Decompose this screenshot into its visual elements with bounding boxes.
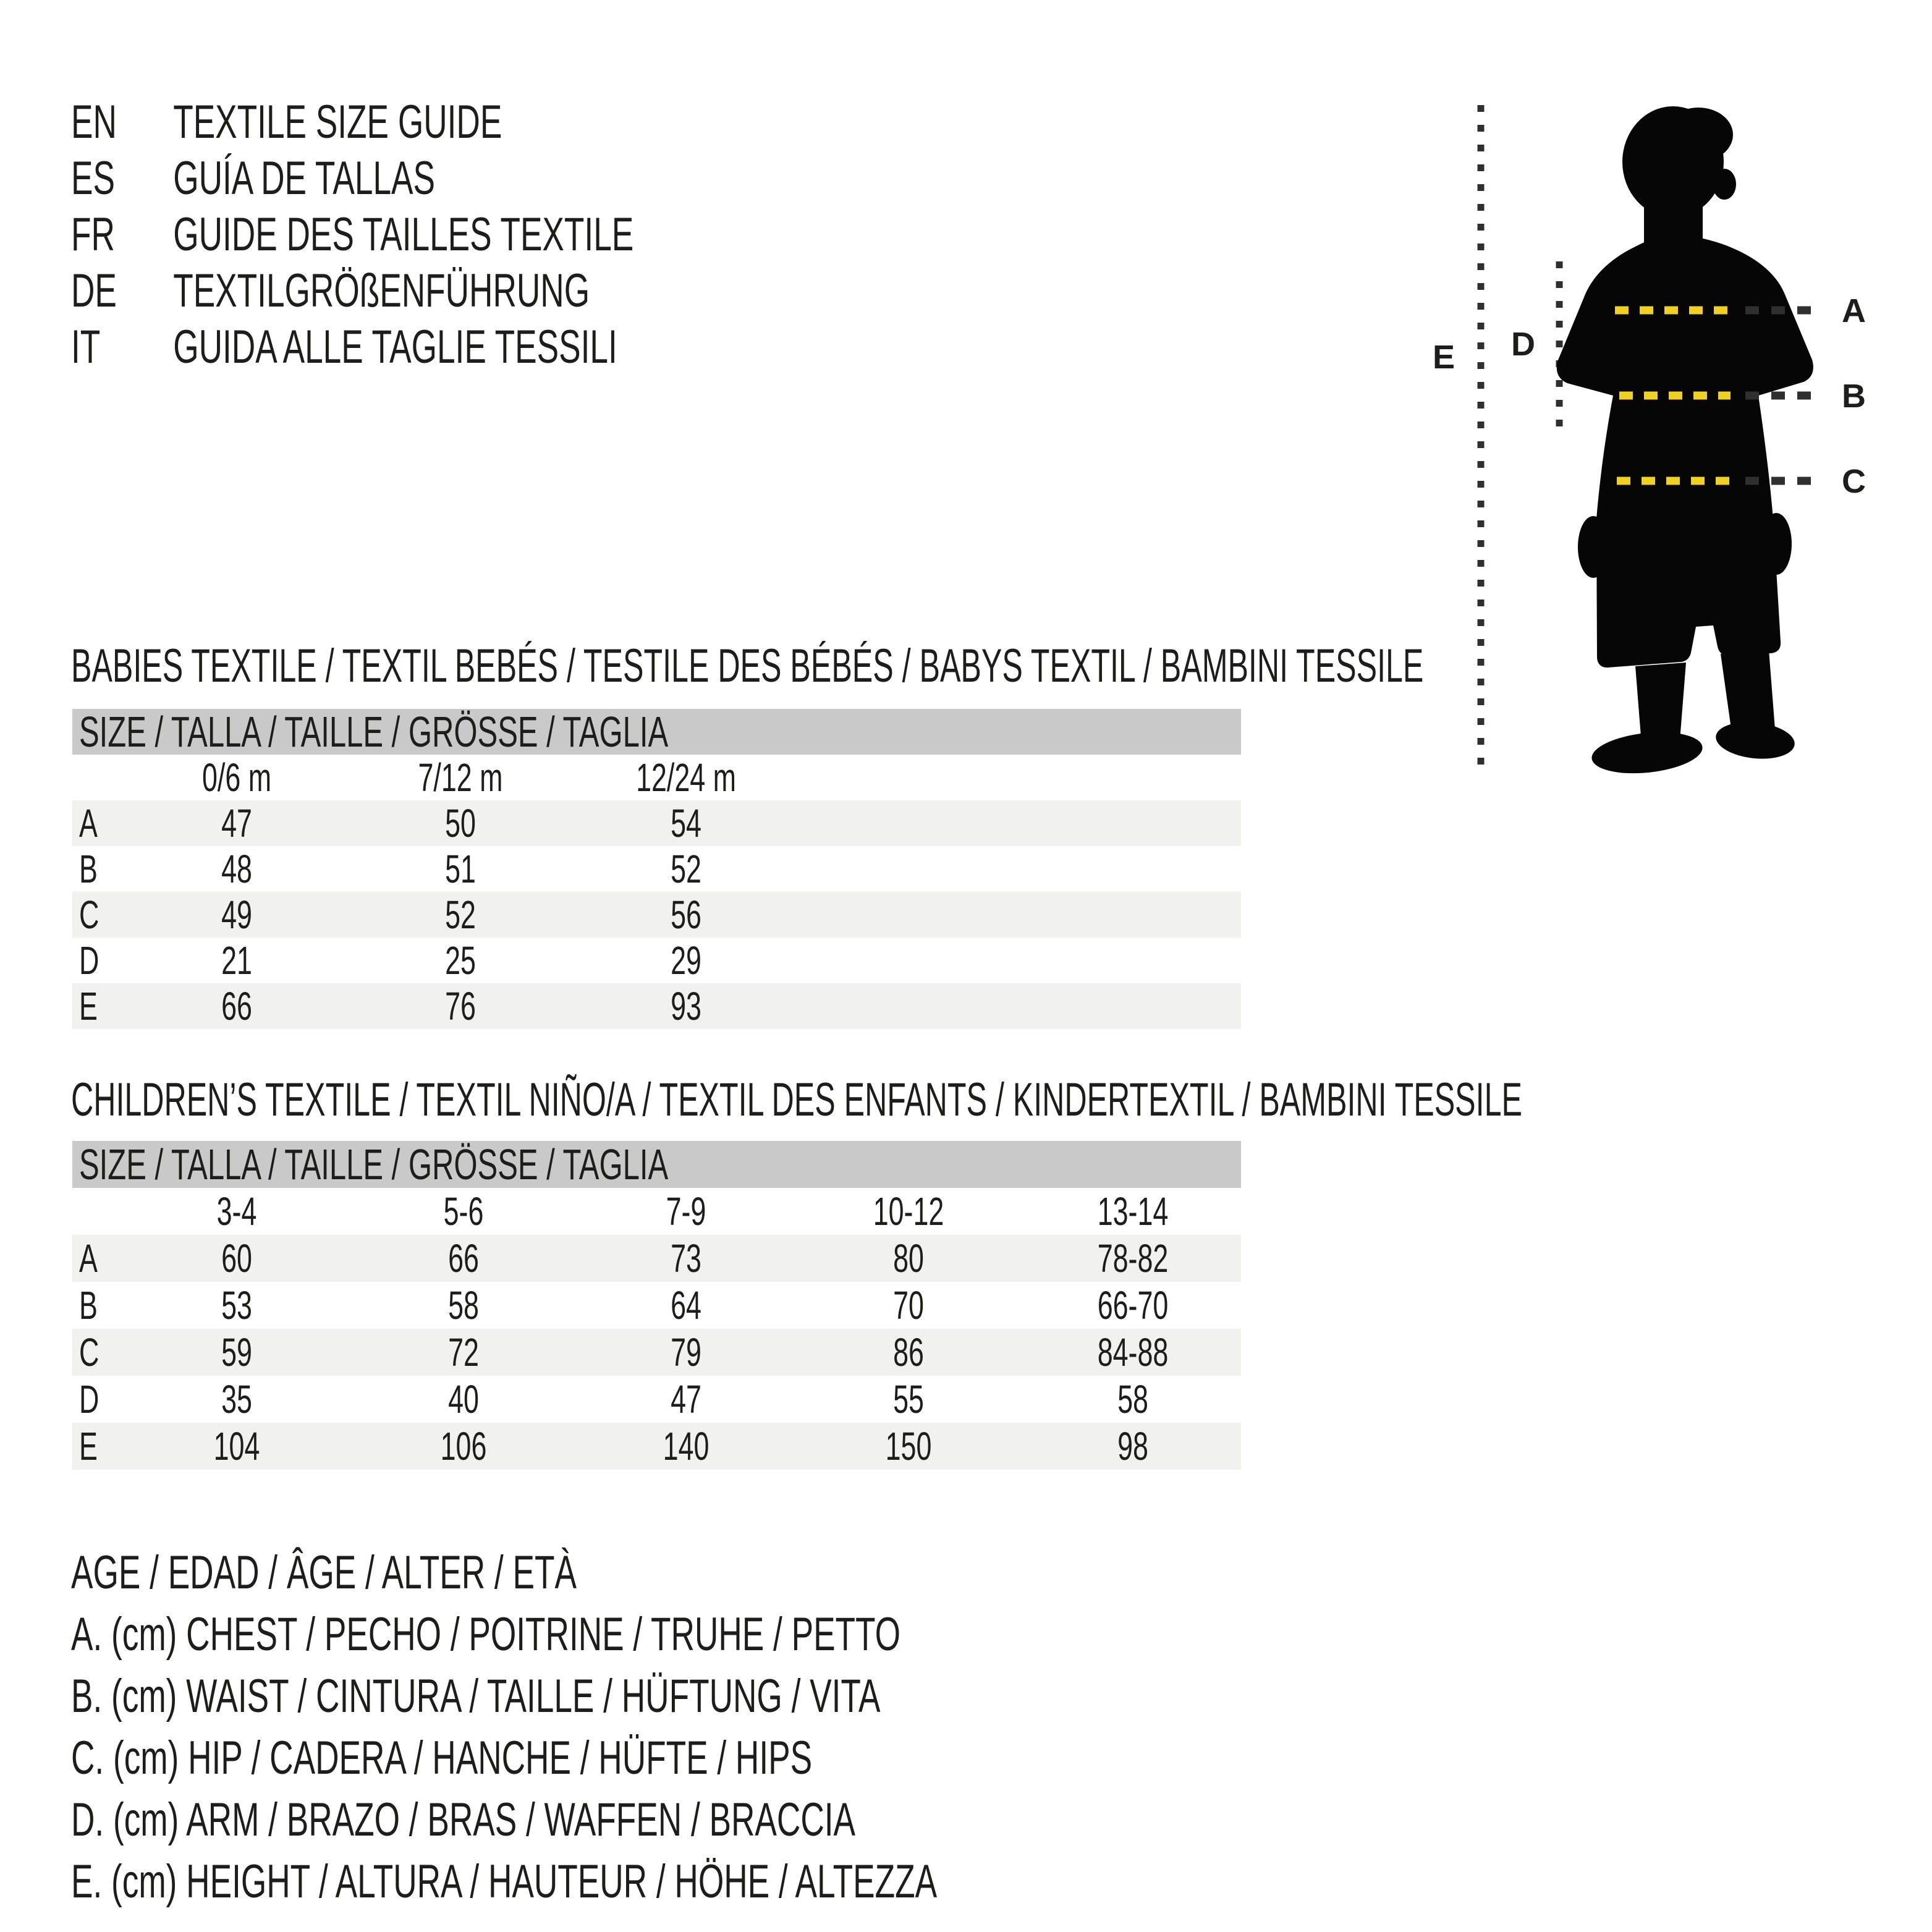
legend-line-chest: A. (cm) CHEST / PECHO / POITRINE / TRUHE / PETTO — [71, 1608, 900, 1661]
table-row — [72, 892, 1241, 938]
table-cell: 49 — [221, 892, 252, 937]
table-cell: 51 — [445, 847, 476, 891]
column-header-row — [72, 1188, 1241, 1235]
language-code: IT — [71, 321, 101, 373]
table-cell: 58 — [448, 1283, 479, 1328]
column-header: 3-4 — [216, 1189, 257, 1234]
children-section-title: CHILDREN’S TEXTILE / TEXTIL NIÑO/A / TEXTIL DES ENFANTS / KINDERTEXTIL / BAMBINI TESSILE — [71, 1074, 1522, 1126]
table-cell: 93 — [671, 984, 701, 1028]
table-header-label: SIZE / TALLA / TAILLE / GRÖSSE / TAGLIA — [79, 708, 669, 756]
table-cell: 47 — [221, 801, 252, 845]
row-label: B — [79, 1283, 98, 1328]
row-label: E — [79, 984, 98, 1028]
language-row — [71, 150, 633, 206]
table-cell: 106 — [440, 1424, 487, 1468]
table-cell: 70 — [893, 1283, 924, 1328]
table-header-band — [72, 1141, 1241, 1188]
language-title: GUÍA DE TALLAS — [173, 152, 436, 205]
table-cell: 104 — [213, 1424, 260, 1468]
language-title-list — [71, 94, 633, 375]
table-row — [72, 1376, 1241, 1423]
table-cell: 55 — [893, 1377, 924, 1421]
table-row — [72, 800, 1241, 846]
figure-label-a: A — [1842, 292, 1866, 329]
legend-line-arm: D. (cm) ARM / BRAZO / BRAS / WAFFEN / BRACCIA — [71, 1794, 856, 1846]
row-label: A — [79, 1236, 98, 1281]
table-cell: 58 — [1117, 1377, 1148, 1421]
table-cell: 86 — [893, 1330, 924, 1375]
table-cell: 66-70 — [1097, 1283, 1169, 1328]
row-label: C — [79, 1330, 100, 1375]
table-header-band — [72, 709, 1241, 755]
table-cell: 35 — [221, 1377, 252, 1421]
table-row — [72, 1282, 1241, 1329]
table-cell: 150 — [885, 1424, 932, 1468]
table-cell: 52 — [671, 847, 701, 891]
column-header: 7-9 — [666, 1189, 706, 1234]
table-cell: 72 — [448, 1330, 479, 1375]
table-row — [72, 846, 1241, 892]
language-code: FR — [71, 208, 115, 261]
table-row — [72, 938, 1241, 983]
table-cell: 48 — [221, 847, 252, 891]
table-header-label: SIZE / TALLA / TAILLE / GRÖSSE / TAGLIA — [79, 1140, 669, 1188]
children-size-table — [72, 1141, 1241, 1470]
table-cell: 59 — [221, 1330, 252, 1375]
measurement-legend — [71, 1542, 937, 1913]
row-label: C — [79, 892, 100, 937]
table-cell: 73 — [671, 1236, 701, 1281]
row-label: A — [79, 801, 98, 845]
column-header-row — [72, 755, 1241, 800]
table-cell: 66 — [448, 1236, 479, 1281]
table-cell: 29 — [671, 938, 701, 983]
language-row — [71, 263, 633, 319]
language-row — [71, 94, 633, 150]
legend-line-hip: C. (cm) HIP / CADERA / HANCHE / HÜFTE / HIPS — [71, 1732, 813, 1784]
language-code: EN — [71, 96, 117, 148]
language-row — [71, 206, 633, 263]
legend-line-height: E. (cm) HEIGHT / ALTURA / HAUTEUR / HÖHE / ALTEZZA — [71, 1855, 938, 1908]
row-label: E — [79, 1424, 98, 1468]
table-cell: 54 — [671, 801, 701, 845]
table-cell: 76 — [445, 984, 476, 1028]
table-cell: 50 — [445, 801, 476, 845]
row-label: D — [79, 1377, 100, 1421]
legend-line-waist: B. (cm) WAIST / CINTURA / TAILLE / HÜFTUNG / VITA — [71, 1670, 881, 1722]
legend-line-age: AGE / EDAD / ÂGE / ALTER / ETÀ — [71, 1546, 577, 1599]
table-cell: 79 — [671, 1330, 701, 1375]
table-cell: 40 — [448, 1377, 479, 1421]
table-cell: 21 — [221, 938, 252, 983]
language-title: TEXTILE SIZE GUIDE — [173, 96, 502, 148]
language-title: GUIDA ALLE TAGLIE TESSILI — [173, 321, 617, 373]
table-cell: 56 — [671, 892, 701, 937]
table-cell: 47 — [671, 1377, 701, 1421]
column-header: 5-6 — [443, 1189, 484, 1234]
babies-size-table — [72, 709, 1241, 1029]
column-header: 12/24 m — [636, 755, 736, 800]
table-cell: 60 — [221, 1236, 252, 1281]
table-row — [72, 1423, 1241, 1470]
column-header: 13-14 — [1097, 1189, 1169, 1234]
table-cell: 66 — [221, 984, 252, 1028]
column-header: 10-12 — [873, 1189, 944, 1234]
column-header: 7/12 m — [418, 755, 503, 800]
figure-label-d: D — [1511, 326, 1535, 363]
table-cell: 52 — [445, 892, 476, 937]
language-code: ES — [71, 152, 115, 205]
table-cell: 98 — [1117, 1424, 1148, 1468]
language-title: GUIDE DES TAILLES TEXTILE — [173, 208, 634, 261]
table-cell: 140 — [663, 1424, 710, 1468]
table-cell: 80 — [893, 1236, 924, 1281]
table-cell: 25 — [445, 938, 476, 983]
table-row — [72, 983, 1241, 1029]
babies-section-title: BABIES TEXTILE / TEXTIL BEBÉS / TESTILE DES BÉBÉS / BABYS TEXTIL / BAMBINI TESSILE — [71, 640, 1424, 692]
table-row — [72, 1235, 1241, 1282]
language-title: TEXTILGRÖßENFÜHRUNG — [173, 265, 590, 317]
table-row — [72, 1329, 1241, 1376]
row-label: B — [79, 847, 98, 891]
language-row — [71, 319, 633, 375]
language-code: DE — [71, 265, 117, 317]
row-label: D — [79, 938, 100, 983]
figure-label-b: B — [1842, 378, 1866, 415]
table-cell: 53 — [221, 1283, 252, 1328]
table-cell: 64 — [671, 1283, 701, 1328]
measurement-figure — [1409, 87, 1932, 797]
table-cell: 78-82 — [1097, 1236, 1169, 1281]
figure-label-e: E — [1433, 339, 1455, 376]
figure-label-c: C — [1842, 463, 1866, 500]
column-header: 0/6 m — [201, 755, 272, 800]
table-cell: 84-88 — [1097, 1330, 1169, 1375]
